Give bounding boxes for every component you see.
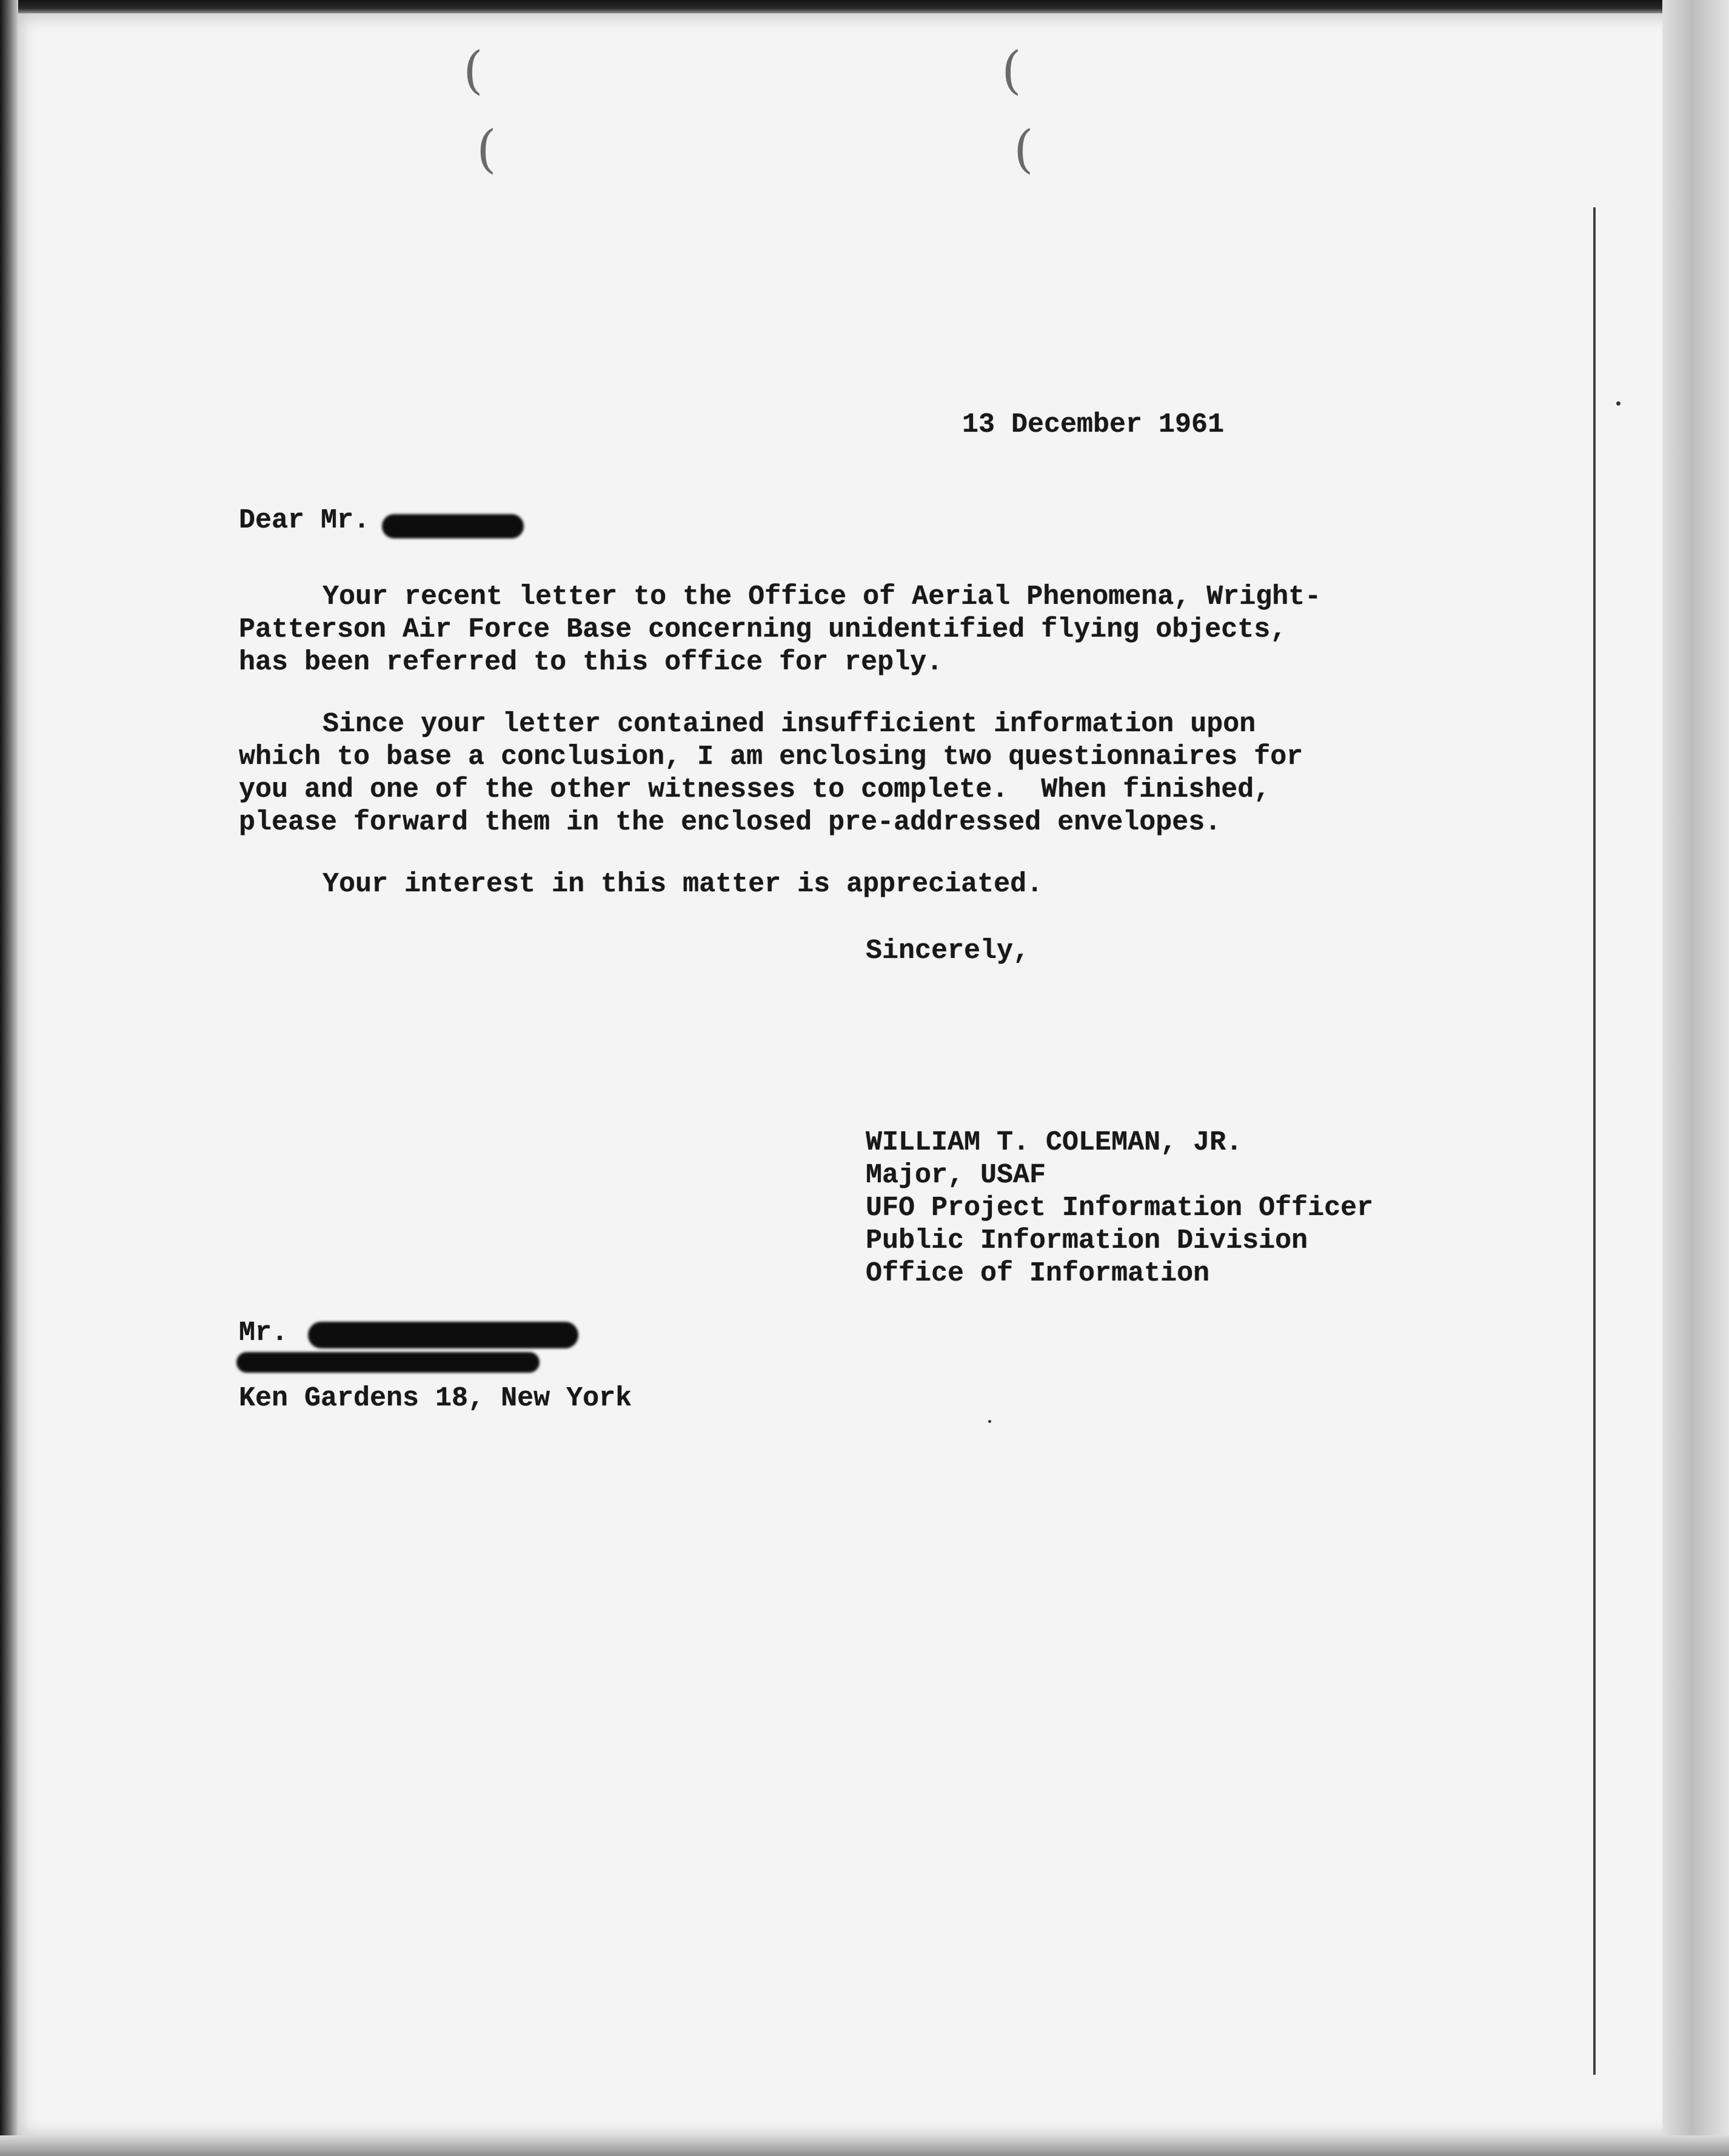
letter-date: 13 December 1961 <box>962 409 1225 440</box>
paragraph-line: which to base a conclusion, I am enclosing two questionnaires for <box>239 742 1303 772</box>
paragraph-line: you and one of the other witnesses to complete. When finished, <box>239 774 1271 805</box>
closing: Sincerely, <box>866 936 1030 966</box>
redacted-addressee-name <box>308 1322 578 1348</box>
paragraph-line: Since your letter contained insufficient information upon <box>323 709 1256 740</box>
paragraph-line: please forward them in the enclosed pre-addressed envelopes. <box>239 807 1222 838</box>
letter-sheet <box>18 13 1681 2138</box>
signature-office: Office of Information <box>866 1258 1210 1289</box>
addressee-city-line: Ken Gardens 18, New York <box>239 1383 632 1414</box>
signature-title: UFO Project Information Officer <box>866 1193 1374 1224</box>
paragraph-line: Patterson Air Force Base concerning unidentified flying objects, <box>239 614 1287 645</box>
signature-division: Public Information Division <box>866 1225 1308 1256</box>
addressee-prefix: Mr. <box>239 1317 289 1348</box>
scan-right-edge <box>1662 0 1729 2156</box>
salutation: Dear Mr. <box>239 505 370 536</box>
margin-rule-line <box>1593 207 1596 2075</box>
binder-hole-mark: ( <box>1002 41 1022 100</box>
paragraph-line: has been referred to this office for reply. <box>239 647 943 678</box>
scan-speck <box>988 1420 991 1423</box>
redacted-name <box>382 514 524 538</box>
redacted-addressee-street <box>236 1352 540 1373</box>
scan-left-edge <box>0 0 18 2156</box>
paragraph-3: Your interest in this matter is appreciated. <box>323 869 1043 900</box>
signature-rank: Major, USAF <box>866 1160 1046 1191</box>
binder-hole-mark: ( <box>1014 119 1034 179</box>
scan-speck <box>1616 401 1620 406</box>
binder-hole-mark: ( <box>463 41 483 100</box>
binder-hole-mark: ( <box>477 119 497 179</box>
scan-bottom-edge <box>0 2135 1729 2156</box>
signature-name: WILLIAM T. COLEMAN, JR. <box>866 1127 1243 1158</box>
paragraph-line: Your recent letter to the Office of Aerial Phenomena, Wright- <box>323 581 1322 612</box>
